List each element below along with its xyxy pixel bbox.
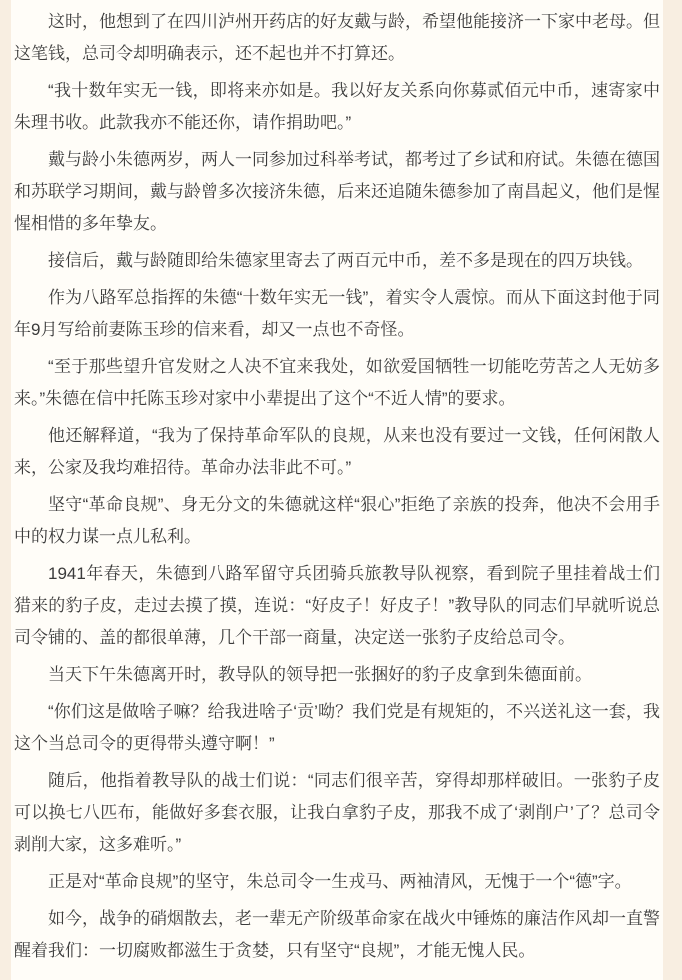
paragraph-quote: “你们这是做啥子嘛？给我进啥子‘贡’呦？我们党是有规矩的，不兴送礼这一套，我这个当总司令的更得带头遵守啊！” bbox=[14, 702, 660, 753]
paragraph: 接信后，戴与龄随即给朱德家里寄去了两百元中币，差不多是现在的四万块钱。 bbox=[48, 251, 643, 270]
paragraph-quote: “至于那些望升官发财之人决不宜来我处，如欲爱国牺牲一切能吃劳苦之人无妨多来。”朱德在信中托陈玉珍对家中小辈提出了这个“不近人情”的要求。 bbox=[14, 357, 660, 408]
paragraph: 正是对“革命良规”的坚守，朱总司令一生戎马、两袖清风，无愧于一个“德”字。 bbox=[48, 872, 632, 891]
paragraph: 如今，战争的硝烟散去，老一辈无产阶级革命家在战火中锤炼的廉洁作风却一直警醒着我们：一切腐败都滋生于贪婪，只有坚守“良规”，才能无愧人民。 bbox=[14, 909, 660, 960]
article-page bbox=[11, 0, 663, 980]
paragraph: 当天下午朱德离开时，教导队的领导把一张捆好的豹子皮拿到朱德面前。 bbox=[48, 665, 592, 684]
paragraph: 坚守“革命良规”、身无分文的朱德就这样“狠心”拒绝了亲族的投奔，他决不会用手中的权力谋一点儿私利。 bbox=[14, 495, 660, 546]
paragraph: 他还解释道，“我为了保持革命军队的良规，从来也没有要过一文钱，任何闲散人来，公家及我均难招待。革命办法非此不可。” bbox=[14, 426, 660, 477]
paragraph: 1941年春天，朱德到八路军留守兵团骑兵旅教导队视察，看到院子里挂着战士们猎来的豹子皮，走过去摸了摸，连说：“好皮子！好皮子！”教导队的同志们早就听说总司令铺的、盖的都很单薄，几个干部一商量，决定送一张豹子皮给总司令。 bbox=[14, 564, 660, 647]
paragraph: 戴与龄小朱德两岁，两人一同参加过科举考试，都考过了乡试和府试。朱德在德国和苏联学习期间，戴与龄曾多次接济朱德，后来还追随朱德参加了南昌起义，他们是惺惺相惜的多年挚友。 bbox=[14, 150, 660, 233]
paragraph: 这时，他想到了在四川泸州开药店的好友戴与龄，希望他能接济一下家中老母。但这笔钱，总司令却明确表示，还不起也并不打算还。 bbox=[14, 12, 660, 63]
paragraph: 随后，他指着教导队的战士们说：“同志们很辛苦，穿得却那样破旧。一张豹子皮可以换七八匹布，能做好多套衣服，让我白拿豹子皮，那我不成了‘剥削户’了？总司令剥削大家，这多难听。” bbox=[14, 771, 660, 854]
paragraph: 作为八路军总指挥的朱德“十数年实无一钱”，着实令人震惊。而从下面这封他于同年9月写给前妻陈玉珍的信来看，却又一点也不奇怪。 bbox=[14, 288, 660, 339]
paragraph-quote: “我十数年实无一钱，即将来亦如是。我以好友关系向你募贰佰元中币，速寄家中朱理书收。此款我亦不能还你，请作捐助吧。” bbox=[14, 81, 660, 132]
